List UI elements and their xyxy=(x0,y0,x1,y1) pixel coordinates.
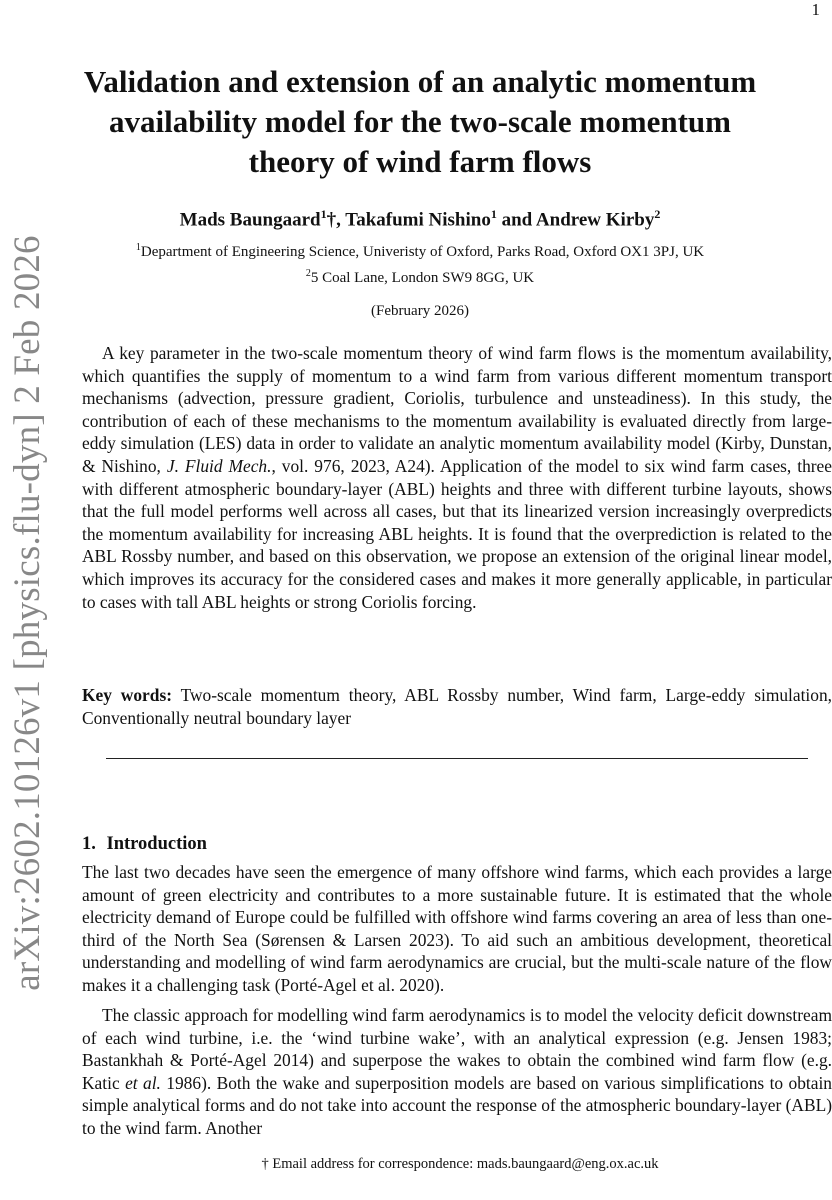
paragraph-text: 1986). Both the wake and superposition models are based on various simplifications to obtain simple analytical forms and do not take into account the response of the atmospheric boundary-layer (ABL) to the wind farm. Another xyxy=(82,1072,832,1138)
et-al: et al. xyxy=(125,1072,161,1093)
affiliation-text: Department of Engineering Science, Univeristy of Oxford, Parks Road, Oxford OX1 3PJ, UK xyxy=(140,244,705,260)
keywords-text: Two-scale momentum theory, ABL Rossby number, Wind farm, Large-eddy simulation, Conventionally neutral boundary layer xyxy=(82,685,832,728)
author-affiliation-mark: 1 xyxy=(320,207,327,221)
journal-name: J. Fluid Mech. xyxy=(166,455,272,476)
affiliation-number: 2 xyxy=(305,268,311,279)
affiliation-number: 1 xyxy=(135,242,141,253)
section-title: Introduction xyxy=(106,834,207,854)
author-name: Andrew Kirby xyxy=(535,209,655,231)
abstract-text: A key parameter in the two-scale momentum theory of wind farm flows is the momentum availability, which quantifies the supply of momentum to a wind farm from various different momentum transport mechanisms (advection, pressure gradient, Coriolis, turbulence and unsteadiness). In this study, the contribution of each of these mechanisms to the momentum availability is evaluated directly from large-eddy simulation (LES) data in order to validate an analytic momentum availability model (Kirby, Dunstan, & Nishino, xyxy=(82,343,832,476)
corresponding-author-mark: † xyxy=(326,209,337,231)
keywords-label: Key words: xyxy=(82,685,173,705)
publication-date: (February 2026) xyxy=(371,303,469,319)
paragraph-text: The classic approach for modelling wind farm aerodynamics is to model the velocity deficit downstream of each wind turbine, i.e. the ‘wind turbine wake’, with an analytical expression (e.g. Jensen 1983; Bastankhah & Porté-Agel 2014) and superpose the wakes to obtain the combined wind farm flow (e.g. Katic xyxy=(82,1005,832,1093)
correspondence-footnote: † Email address for correspondence: mads.baungaard@eng.ox.ac.uk xyxy=(261,1156,659,1172)
author-name: Takafumi Nishino xyxy=(345,209,491,231)
section-number: 1. xyxy=(82,834,96,854)
paper-title: Validation and extension of an analytic momentum availability model for the two-scale momentum theory of wind farm flows xyxy=(83,64,757,179)
page-number: 1 xyxy=(811,0,820,19)
author-name: Mads Baungaard xyxy=(179,209,321,231)
body-paragraph: The last two decades have seen the emergence of many offshore wind farms, which each provides a large amount of green electricity and contributes to a more sustainable future. It is estimated that the whole electricity demand of Europe could be fulfilled with offshore wind farms covering an area of less than one-third of the North Sea (Sørensen & Larsen 2023). To aid such an ambitious development, theoretical understanding and modelling of wind farm aerodynamics are crucial, but the multi-scale nature of the flow makes it a challenging task (Porté-Agel et al. 2020). xyxy=(82,862,832,995)
abstract-text: , vol. 976, 2023, A24). Application of the model to six wind farm cases, three with different atmospheric boundary-layer (ABL) heights and three with different turbine layouts, shows that the full model performs well across all cases, but that its linearized version increasingly overpredicts the momentum availability for increasing ABL heights. It is found that the overprediction is related to the ABL Rossby number, and based on this observation, we propose an extension of the original linear model, which improves its accuracy for the considered cases and makes it more generally applicable, in particular to cases with tall ABL heights or strong Coriolis forcing. xyxy=(82,455,832,612)
author-affiliation-mark: 1 xyxy=(490,207,497,221)
affiliation xyxy=(80,238,760,262)
section-heading xyxy=(82,832,207,856)
affiliation-text: 5 Coal Lane, London SW9 8GG, UK xyxy=(310,270,535,286)
author-separator: , xyxy=(336,209,346,231)
author-affiliation-mark: 2 xyxy=(654,207,661,221)
affiliation xyxy=(80,264,760,288)
keywords xyxy=(82,684,832,729)
abstract xyxy=(82,342,832,613)
body-paragraph xyxy=(82,1004,832,1140)
divider-rule xyxy=(106,758,808,759)
arxiv-identifier-stamp: arXiv:2602.10126v1 [physics.flu-dyn] 2 Feb 2026 xyxy=(7,235,48,991)
author-separator: and xyxy=(496,209,536,231)
author-list xyxy=(90,201,750,233)
